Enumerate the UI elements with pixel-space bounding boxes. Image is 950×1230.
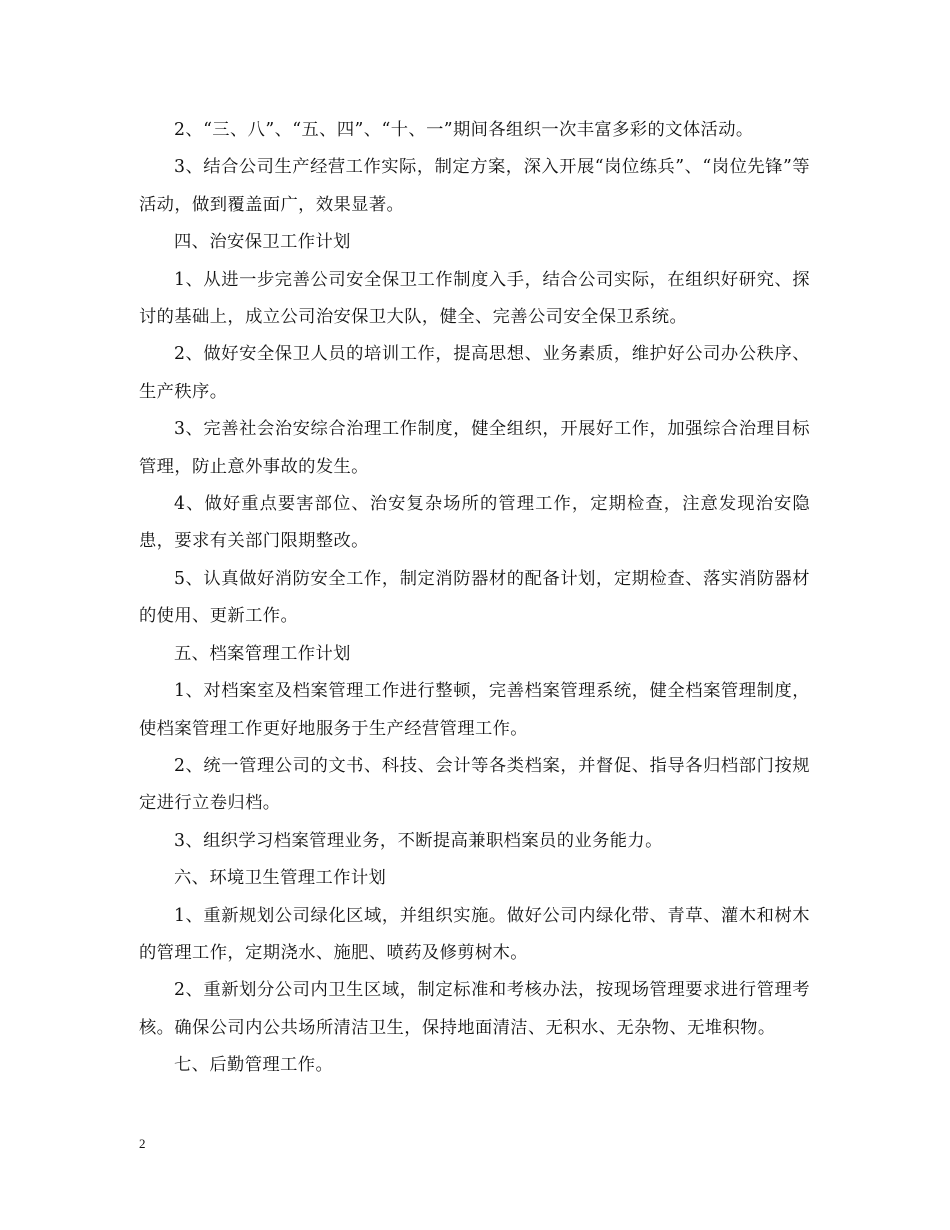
paragraph-greening: 1、重新规划公司绿化区域，并组织实施。做好公司内绿化带、青草、灌木和树木的管理工作，定期浇水、施肥、喷药及修剪树木。 [139,905,810,963]
paragraph-public-order: 3、完善社会治安综合治理工作制度，健全组织，开展好工作，加强综合治理目标管理，防止意外事故的发生。 [139,419,810,477]
paragraph-sanitation: 2、重新划分公司内卫生区域，制定标准和考核办法，按现场管理要求进行管理考核。确保公司内公共场所清洁卫生，保持地面清洁、无积水、无杂物、无堆积物。 [139,980,810,1038]
paragraph-archive-rectification: 1、对档案室及档案管理工作进行整顿，完善档案管理系统，健全档案管理制度，使档案管理工作更好地服务于生产经营管理工作。 [139,681,810,739]
document-body [139,112,810,1085]
section-heading-logistics: 七、后勤管理工作。 [174,1055,334,1076]
section-heading-archives: 五、档案管理工作计划 [174,643,351,664]
paragraph-job-training: 3、结合公司生产经营工作实际，制定方案，深入开展“岗位练兵”、“岗位先锋”等活动，做到覆盖面广，效果显著。 [139,157,810,215]
section-heading-environment: 六、环境卫生管理工作计划 [174,868,387,889]
section-heading-security: 四、治安保卫工作计划 [174,232,351,253]
paragraph-archive-study: 3、组织学习档案管理业务，不断提高兼职档案员的业务能力。 [174,830,663,851]
page-number: 2 [139,1136,146,1151]
paragraph-security-system: 1、从进一步完善公司安全保卫工作制度入手，结合公司实际，在组织好研究、探讨的基础上，成立公司治安保卫大队，健全、完善公司安全保卫系统。 [139,269,810,328]
paragraph-activities-holidays: 2、“三、八”、“五、四”、“十、一”期间各组织一次丰富多彩的文体活动。 [174,120,754,140]
paragraph-archive-unification: 2、统一管理公司的文书、科技、会计等各类档案，并督促、指导各归档部门按规定进行立卷归档。 [139,755,810,814]
paragraph-fire-safety: 5、认真做好消防安全工作，制定消防器材的配备计划，定期检查、落实消防器材的使用、更新工作。 [139,568,810,627]
paragraph-security-training: 2、做好安全保卫人员的培训工作，提高思想、业务素质，维护好公司办公秩序、生产秩序。 [139,344,810,402]
paragraph-key-areas: 4、做好重点要害部位、治安复杂场所的管理工作，定期检查，注意发现治安隐患，要求有关部门限期整改。 [139,494,810,552]
